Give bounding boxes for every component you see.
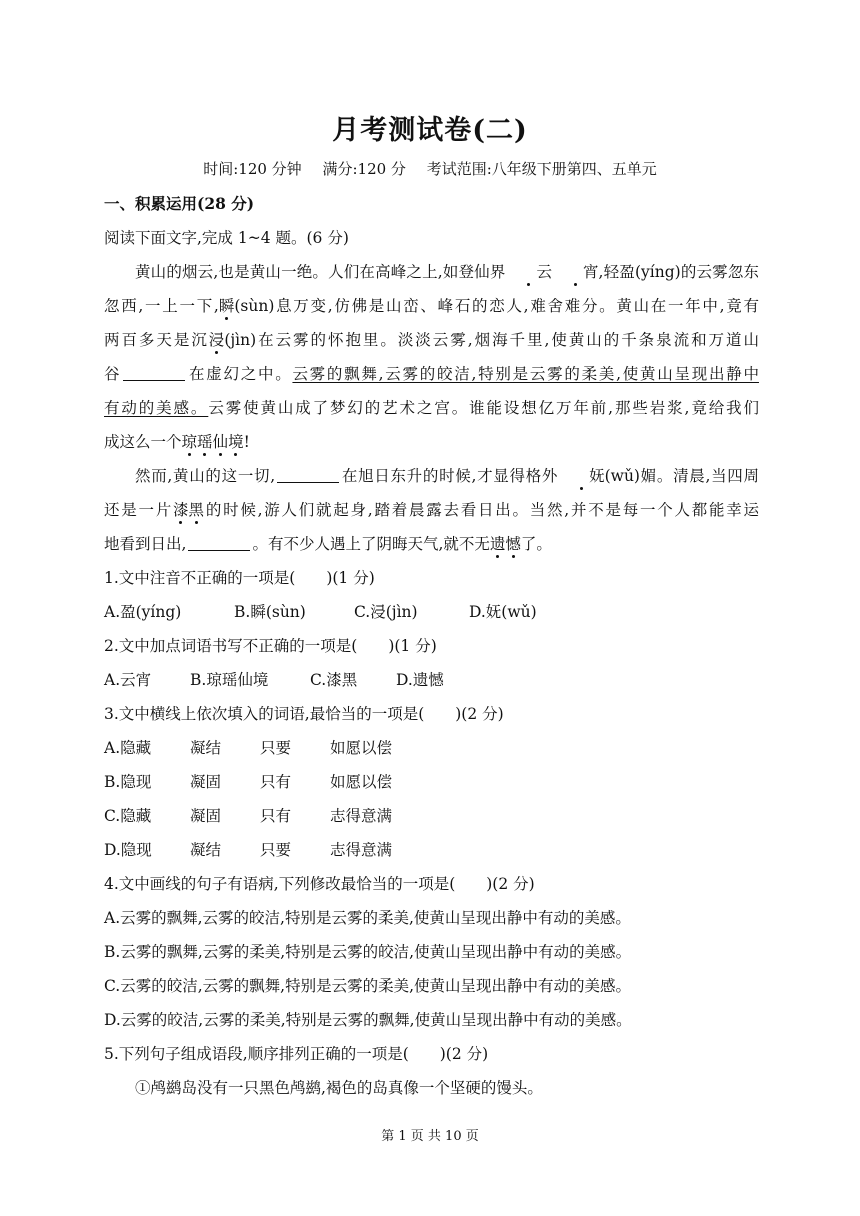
question-4 — [104, 867, 759, 1037]
options-row — [104, 595, 759, 629]
page-footer: 第 1 页 共 10 页 — [381, 1129, 479, 1144]
sentence-1: ①鸬鹚岛没有一只黑色鸬鹚,褐色的岛真像一个坚硬的馒头。 — [135, 1079, 543, 1097]
question-1 — [104, 561, 759, 629]
passage-line: 有动的美感。云雾使黄山成了梦幻的艺术之宫。谁能设想亿万年前,那些岩浆,竟给我们 — [104, 399, 759, 417]
option-row-c: C.隐藏 凝固 只有 志得意满 — [104, 807, 393, 825]
options-row — [104, 663, 759, 697]
exam-meta — [0, 158, 860, 179]
option-row-d: D.隐现 凝结 只要 志得意满 — [104, 841, 393, 859]
page-title: 月考测试卷(二) — [332, 115, 528, 146]
passage-line: 成这么一个琼瑶仙境! — [104, 425, 759, 459]
option-row-b: B.隐现 凝固 只有 如愿以偿 — [104, 773, 393, 791]
question-stem: 2.文中加点词语书写不正确的一项是( )(1 分) — [104, 637, 437, 655]
option-d: D.遗憾 — [396, 671, 444, 689]
reading-passage — [104, 255, 759, 561]
section-heading: 一、积累运用(28 分) — [104, 194, 255, 213]
option-a: A.云宵 — [104, 671, 152, 689]
option-c: C.漆黑 — [310, 671, 358, 689]
option-row-a: A.隐藏 凝结 只要 如愿以偿 — [104, 739, 393, 757]
underlined-sentence: 有动的美感。 — [104, 399, 209, 417]
option-b: B.云雾的飘舞,云雾的柔美,特别是云雾的皎洁,使黄山呈现出静中有动的美感。 — [104, 943, 632, 961]
exam-scope: 考试范围:八年级下册第四、五单元 — [426, 160, 657, 178]
question-2 — [104, 629, 759, 697]
underlined-sentence: 云雾的飘舞,云雾的皎洁,特别是云雾的柔美,使黄山呈现出静中 — [292, 365, 759, 383]
option-b: B.琼瑶仙境 — [190, 671, 269, 689]
reading-intro: 阅读下面文字,完成 1~4 题。(6 分) — [104, 229, 349, 247]
option-d: D.妩(wǔ) — [469, 603, 537, 621]
question-stem: 5.下列句子组成语段,顺序排列正确的一项是( )(2 分) — [104, 1045, 489, 1063]
option-b: B.瞬(sùn) — [234, 603, 306, 621]
passage-line: 黄山的烟云,也是黄山一绝。人们在高峰之上,如登仙界 云 宵,轻盈(yíng)的云雾忽东 — [104, 255, 759, 289]
option-a: A.云雾的飘舞,云雾的皎洁,特别是云雾的柔美,使黄山呈现出静中有动的美感。 — [104, 909, 631, 927]
passage-line: 忽西,一上一下,瞬(sùn)息万变,仿佛是山峦、峰石的恋人,难舍难分。黄山在一年中,竟有 — [104, 289, 759, 323]
exam-score: 满分:120 分 — [322, 160, 406, 178]
exam-time: 时间:120 分钟 — [203, 160, 302, 178]
fill-blank — [123, 362, 185, 381]
question-stem: 1.文中注音不正确的一项是( )(1 分) — [104, 569, 375, 587]
fill-blank — [188, 532, 250, 551]
question-stem: 3.文中横线上依次填入的词语,最恰当的一项是( )(2 分) — [104, 705, 504, 723]
passage-line: 谷 在虚幻之中。云雾的飘舞,云雾的皎洁,特别是云雾的柔美,使黄山呈现出静中 — [104, 357, 759, 391]
fill-blank — [277, 464, 339, 483]
passage-line: 两百多天是沉浸(jìn)在云雾的怀抱里。淡淡云雾,烟海千里,使黄山的千条泉流和万道山 — [104, 323, 759, 357]
option-c: C.浸(jìn) — [354, 603, 418, 621]
passage-line: 然而,黄山的这一切, 在旭日东升的时候,才显得格外 妩(wǔ)媚。清晨,当四周 — [104, 459, 759, 493]
exam-content — [104, 187, 759, 1105]
question-3 — [104, 697, 759, 867]
passage-line: 地看到日出, 。有不少人遇上了阴晦天气,就不无遗憾了。 — [104, 527, 759, 561]
option-d: D.云雾的皎洁,云雾的柔美,特别是云雾的飘舞,使黄山呈现出静中有动的美感。 — [104, 1011, 632, 1029]
passage-line: 还是一片漆黑的时候,游人们就起身,踏着晨露去看日出。当然,并不是每一个人都能幸运 — [104, 493, 759, 527]
question-stem: 4.文中画线的句子有语病,下列修改最恰当的一项是( )(2 分) — [104, 875, 535, 893]
question-5 — [104, 1037, 759, 1105]
option-a: A.盈(yíng) — [104, 603, 182, 621]
option-c: C.云雾的皎洁,云雾的飘舞,特别是云雾的柔美,使黄山呈现出静中有动的美感。 — [104, 977, 632, 995]
